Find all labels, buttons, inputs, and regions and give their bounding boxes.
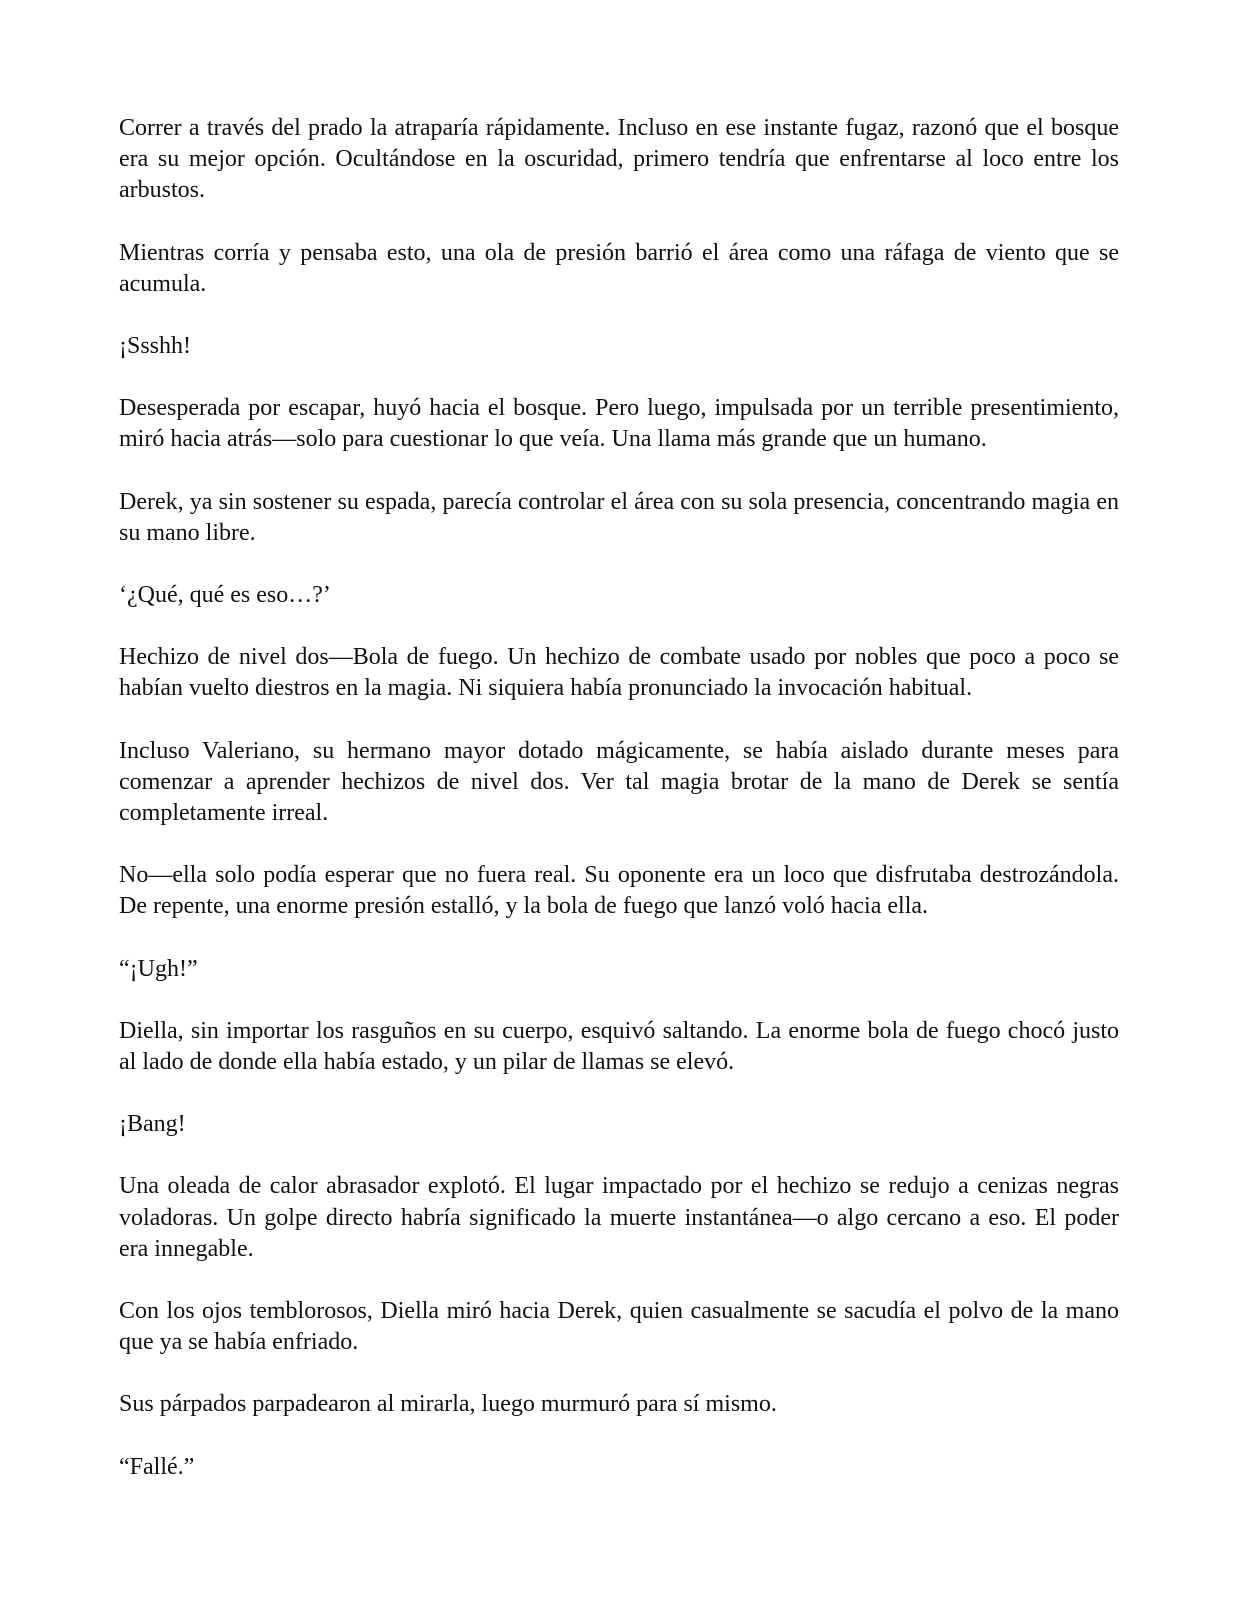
paragraph: Derek, ya sin sostener su espada, parecía controlar el área con su sola presencia, concentrando magia en su mano libre. (119, 488, 1119, 546)
paragraph: Con los ojos temblorosos, Diella miró hacia Derek, quien casualmente se sacudía el polvo de la mano que ya se había enfriado. (119, 1298, 1119, 1356)
paragraph: “Fallé.” (119, 1453, 195, 1480)
paragraph: Mientras corría y pensaba esto, una ola de presión barrió el área como una ráfaga de viento que se acumula. (119, 239, 1119, 297)
paragraph: Hechizo de nivel dos—Bola de fuego. Un hechizo de combate usado por nobles que poco a poco se habían vuelto diestros en la magia. Ni siquiera había pronunciado la invocación habitual. (119, 644, 1119, 702)
paragraph: ‘¿Qué, qué es eso…?’ (119, 582, 331, 609)
paragraph: “¡Ugh!” (119, 955, 198, 982)
paragraph: No—ella solo podía esperar que no fuera real. Su oponente era un loco que disfrutaba destrozándola. De repente, una enorme presión estalló, y la bola de fuego que lanzó voló hacia ella. (119, 862, 1119, 920)
document-page (119, 113, 1119, 1514)
paragraph: Desesperada por escapar, huyó hacia el bosque. Pero luego, impulsada por un terrible presentimiento, miró hacia atrás—solo para cuestionar lo que veía. Una llama más grande que un humano. (119, 395, 1119, 453)
paragraph: Correr a través del prado la atraparía rápidamente. Incluso en ese instante fugaz, razonó que el bosque era su mejor opción. Ocultándose en la oscuridad, primero tendría que enfrentarse al loco entre los arbustos. (119, 115, 1119, 204)
paragraph: Diella, sin importar los rasguños en su cuerpo, esquivó saltando. La enorme bola de fuego chocó justo al lado de donde ella había estado, y un pilar de llamas se elevó. (119, 1017, 1119, 1076)
paragraph: Una oleada de calor abrasador explotó. El lugar impactado por el hechizo se redujo a cenizas negras voladoras. Un golpe directo habría significado la muerte instantánea—o algo cercano a eso. El poder era innegable. (119, 1173, 1119, 1262)
paragraph: ¡Bang! (119, 1111, 186, 1138)
paragraph: Incluso Valeriano, su hermano mayor dotado mágicamente, se había aislado durante meses para comenzar a aprender hechizos de nivel dos. Ver tal magia brotar de la mano de Derek se sentía completamente irreal. (119, 737, 1119, 827)
paragraph: Sus párpados parpadearon al mirarla, luego murmuró para sí mismo. (119, 1391, 777, 1418)
paragraph: ¡Ssshh! (119, 333, 192, 360)
